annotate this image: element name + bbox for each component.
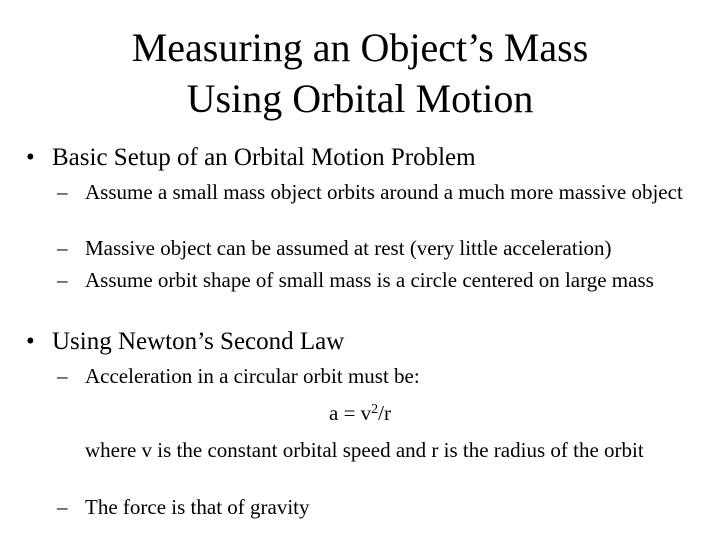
sub-bullet-text: The force is that of gravity	[85, 495, 310, 519]
centripetal-formula	[0, 401, 720, 426]
dash-glyph: –	[57, 268, 68, 292]
sub-bullet-gravity	[57, 495, 695, 520]
sub-bullet-small-mass	[57, 180, 695, 205]
sub-bullet-text: Massive object can be assumed at rest (very little acceleration)	[85, 236, 612, 260]
dash-glyph: –	[57, 364, 68, 388]
slide-title	[0, 22, 720, 124]
dash-glyph: –	[57, 180, 68, 204]
title-line-1: Measuring an Object’s Mass	[131, 25, 589, 70]
formula-rhs: /r	[378, 401, 391, 425]
dash-glyph: –	[57, 495, 68, 519]
explanation-text: where v is the constant orbital speed and r is the radius of the orbit	[85, 438, 644, 462]
sub-bullet-massive-at-rest	[57, 236, 695, 261]
bullet-text: Basic Setup of an Orbital Motion Problem	[52, 144, 476, 171]
formula-explanation	[85, 438, 695, 463]
bullet-basic-setup	[26, 143, 702, 172]
dash-glyph: –	[57, 236, 68, 260]
sub-bullet-acceleration	[57, 364, 695, 389]
bullet-glyph: •	[26, 328, 35, 355]
bullet-glyph: •	[26, 144, 35, 171]
sub-bullet-text: Assume a small mass object orbits around a much more massive object	[85, 180, 683, 204]
title-line-2: Using Orbital Motion	[186, 76, 534, 121]
bullet-text: Using Newton’s Second Law	[52, 328, 345, 355]
sub-bullet-text: Acceleration in a circular orbit must be:	[85, 364, 420, 388]
formula-lhs: a = v	[329, 401, 372, 425]
formula-exponent: 2	[371, 402, 379, 417]
sub-bullet-circular-orbit	[57, 268, 695, 293]
bullet-newtons-second-law	[26, 327, 702, 356]
sub-bullet-text: Assume orbit shape of small mass is a circle centered on large mass	[85, 268, 654, 292]
